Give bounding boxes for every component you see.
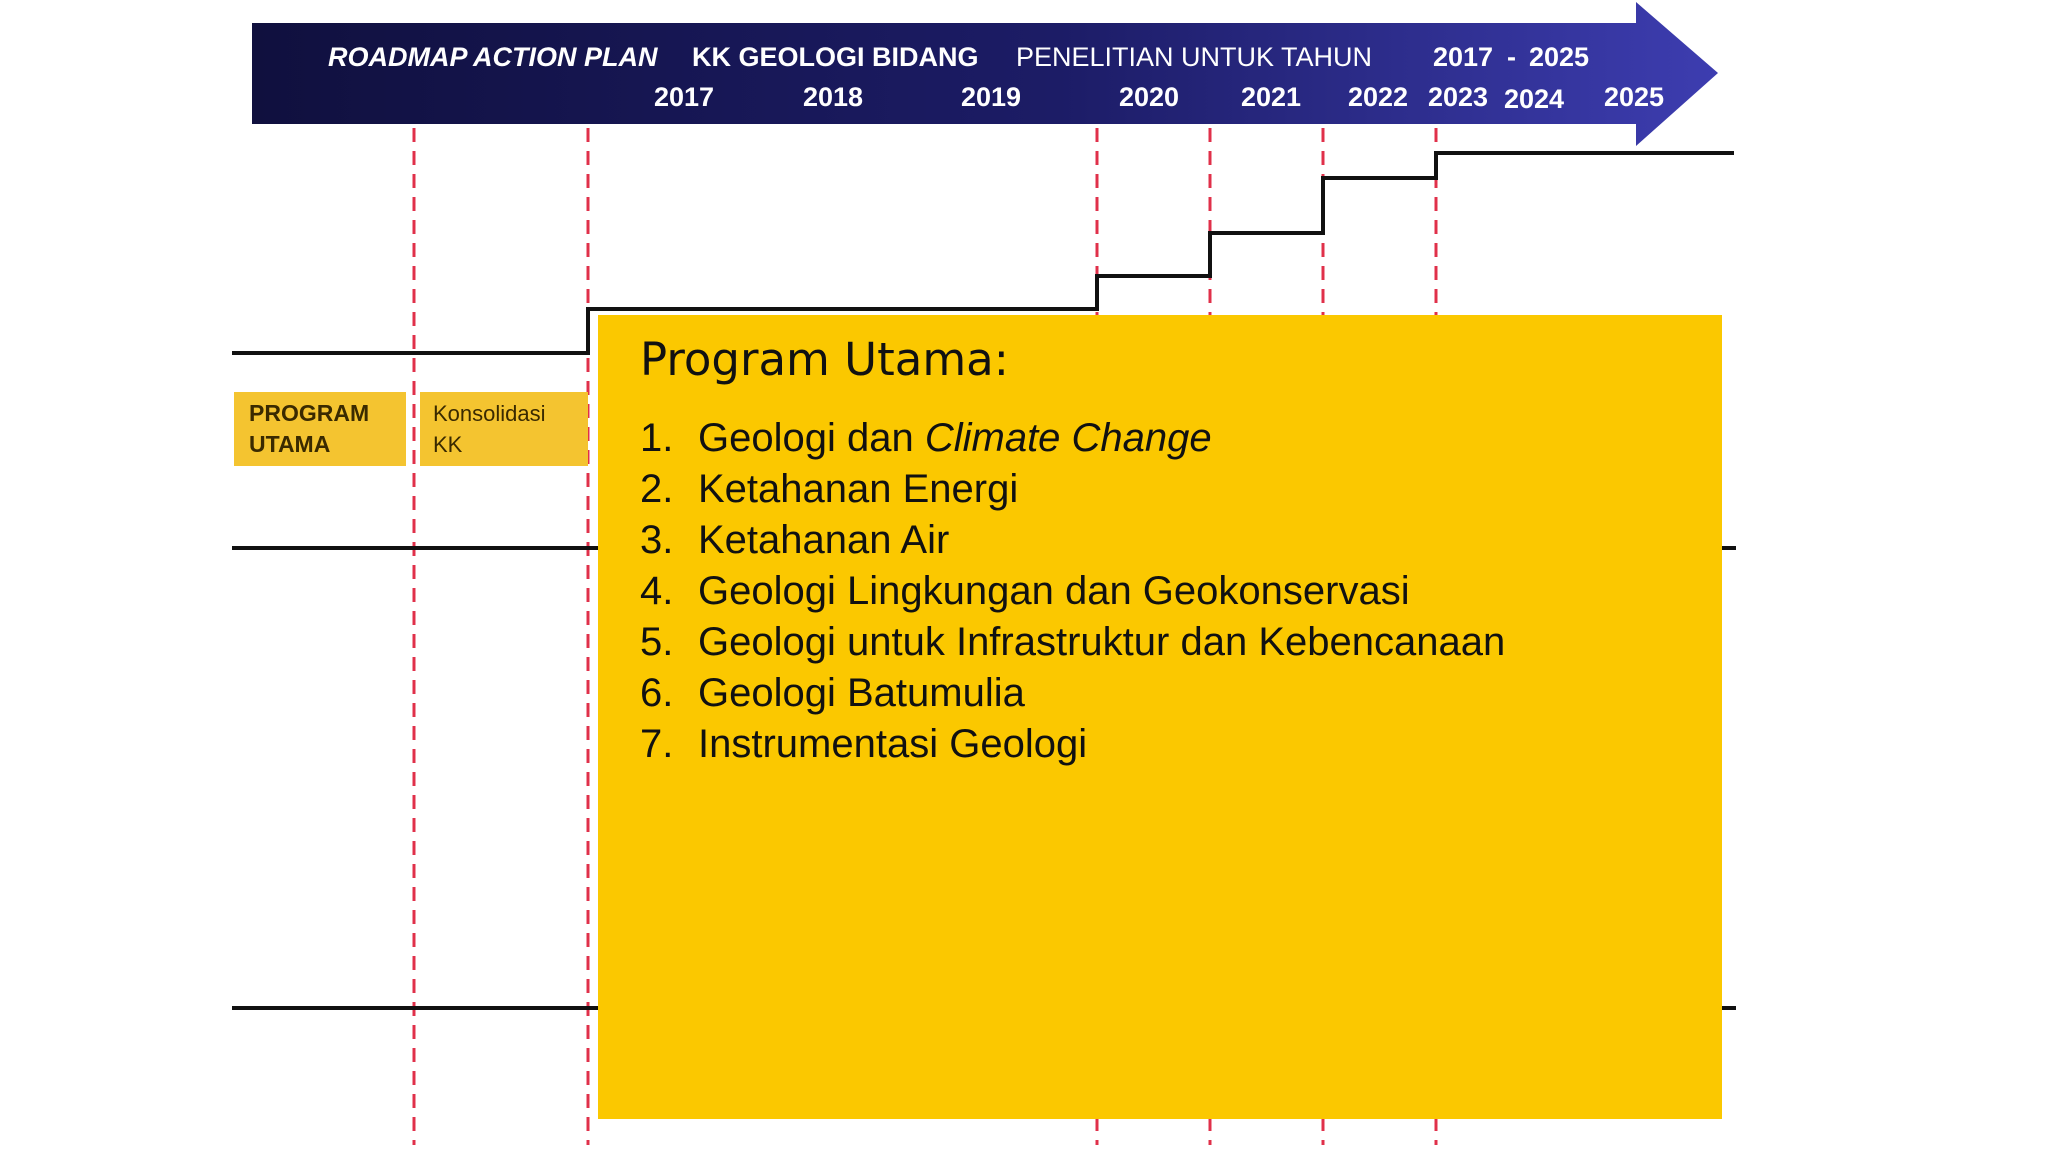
year-label: 2017 [654, 82, 715, 112]
item-text: Instrumentasi Geologi [698, 722, 1088, 766]
year-label: 2022 [1348, 82, 1409, 112]
header-title-italic: ROADMAP ACTION PLAN [328, 42, 658, 72]
program-heading: Program Utama: [640, 333, 1009, 386]
konsolidasi-tag [420, 392, 588, 466]
item-number: 7. [640, 722, 674, 766]
item-number: 1. [640, 416, 674, 460]
year-label: 2025 [1604, 82, 1665, 112]
header-title-plain: PENELITIAN UNTUK TAHUN [1016, 42, 1373, 72]
item-text: Geologi Lingkungan dan Geokonservasi [698, 569, 1410, 613]
item-text: Ketahanan Energi [698, 467, 1019, 511]
list-item [640, 566, 1505, 617]
tag-line: KK [433, 432, 463, 457]
program-list [640, 413, 1505, 770]
year-label: 2021 [1241, 82, 1302, 112]
header-title-bold: KK GEOLOGI BIDANG [692, 42, 979, 72]
item-text: Ketahanan Air [698, 518, 950, 562]
year-label: 2020 [1119, 82, 1180, 112]
tag-line: Konsolidasi [433, 401, 546, 426]
program-utama-tag [234, 392, 406, 466]
tag-line: PROGRAM [249, 400, 370, 426]
header-range-start: 2017 [1433, 42, 1494, 72]
program-utama-box [598, 315, 1722, 1119]
list-item [640, 719, 1505, 770]
item-text: Geologi Batumulia [698, 671, 1025, 715]
list-item [640, 617, 1505, 668]
item-number: 6. [640, 671, 674, 715]
list-item [640, 515, 1505, 566]
item-number: 2. [640, 467, 674, 511]
item-text: Geologi dan [698, 416, 925, 460]
header-arrow [252, 2, 1718, 146]
year-label: 2023 [1428, 82, 1489, 112]
item-number: 4. [640, 569, 674, 613]
list-item [640, 464, 1505, 515]
header-range-end: 2025 [1529, 42, 1590, 72]
item-text: Geologi untuk Infrastruktur dan Kebencanaan [698, 620, 1506, 664]
list-item [640, 668, 1505, 719]
year-label: 2018 [803, 82, 864, 112]
item-number: 3. [640, 518, 674, 562]
header-range-sep: - [1507, 42, 1516, 72]
year-label: 2024 [1504, 84, 1565, 114]
list-item [640, 413, 1505, 464]
item-number: 5. [640, 620, 674, 664]
year-label: 2019 [961, 82, 1022, 112]
tag-line: UTAMA [249, 431, 331, 457]
item-emphasis: Climate Change [924, 416, 1212, 460]
